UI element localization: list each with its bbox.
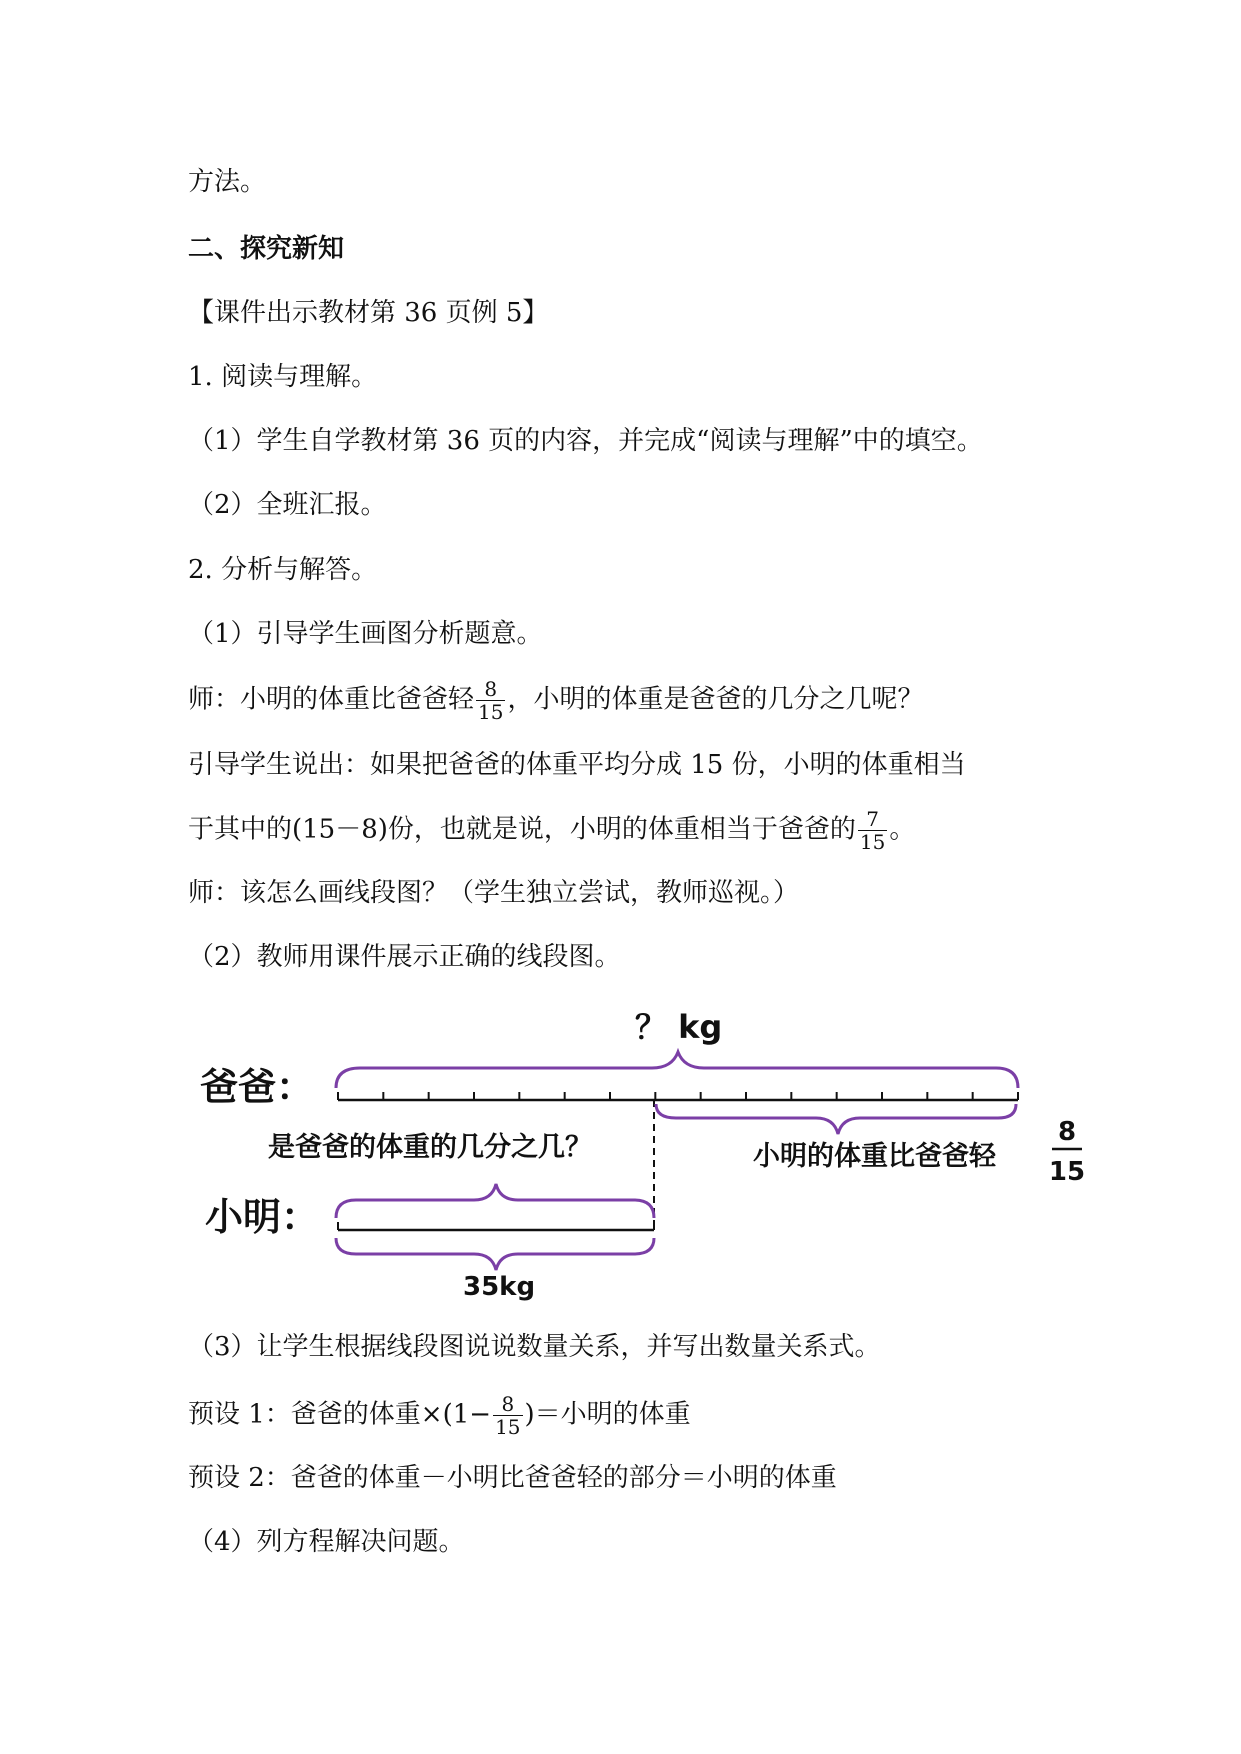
fraction-numerator: 8 [484, 677, 498, 701]
text-line-8: （1）引导学生画图分析题意。 [188, 619, 543, 649]
xiaoming-brace [336, 1238, 654, 1270]
text-line-1: 方法。 [188, 167, 267, 197]
line11-text-a: 于其中的(15－8)份，也就是说，小明的体重相当于爸爸的 [188, 814, 856, 845]
lighter-fraction-denominator: 15 [1048, 1157, 1086, 1187]
text-line-6: （2）全班汇报。 [188, 490, 387, 520]
text-line-12: 师：该怎么画线段图？（学生独立尝试，教师巡视。） [188, 878, 800, 908]
text-line-7: 2. 分析与解答。 [188, 555, 378, 585]
total-brace [336, 1052, 1018, 1088]
text-line-17: （4）列方程解决问题。 [188, 1527, 465, 1557]
line9-text-b: ，小明的体重是爸爸的几分之几呢？ [507, 684, 924, 715]
fraction-denominator: 15 [859, 830, 886, 854]
line11-text-b: 。 [889, 814, 916, 845]
fraction-numerator: 8 [501, 1392, 515, 1416]
fraction-8-15-formula [493, 1393, 522, 1438]
fraction-numerator: 7 [866, 807, 880, 831]
line9-text-a: 师：小明的体重比爸爸轻 [188, 684, 475, 715]
segment-ticks [338, 1092, 1018, 1100]
section-heading: 二、探究新知 [188, 234, 345, 264]
total-weight-label: ？ kg [635, 1008, 723, 1046]
line15-text-b: )＝小明的体重 [524, 1399, 691, 1430]
fraction-denominator: 15 [495, 1415, 521, 1439]
line15-text-a: 预设 1：爸爸的体重×(1− [188, 1399, 492, 1430]
xiaoming-label: 小明： [205, 1195, 320, 1239]
xiaoming-weight-label: 35kg [463, 1272, 536, 1302]
lighter-fraction-numerator: 8 [1057, 1117, 1077, 1147]
lighter-brace [656, 1104, 1016, 1134]
fraction-8-15 [476, 678, 505, 723]
text-line-16: 预设 2：爸爸的体重－小明比爸爸轻的部分＝小明的体重 [188, 1463, 837, 1493]
text-line-13: （2）教师用课件展示正确的线段图。 [188, 942, 621, 972]
question-brace [336, 1184, 654, 1218]
text-line-3: 【课件出示教材第 36 页例 5】 [188, 298, 549, 328]
fraction-7-15 [858, 808, 887, 853]
text-line-4: 1. 阅读与理解。 [188, 362, 378, 392]
text-line-10: 引导学生说出：如果把爸爸的体重平均分成 15 份，小明的体重相当 [188, 750, 966, 780]
text-line-15 [188, 1393, 691, 1438]
question-label: 是爸爸的体重的几分之几？ [268, 1132, 592, 1163]
text-line-14: （3）让学生根据线段图说说数量关系，并写出数量关系式。 [188, 1332, 881, 1362]
text-line-9 [188, 678, 923, 723]
fraction-denominator: 15 [478, 700, 504, 724]
text-line-5: （1）学生自学教材第 36 页的内容，并完成“阅读与理解”中的填空。 [188, 426, 983, 456]
lighter-label: 小明的体重比爸爸轻 [753, 1141, 996, 1172]
text-line-11 [188, 808, 915, 853]
dad-label: 爸爸： [200, 1065, 315, 1109]
